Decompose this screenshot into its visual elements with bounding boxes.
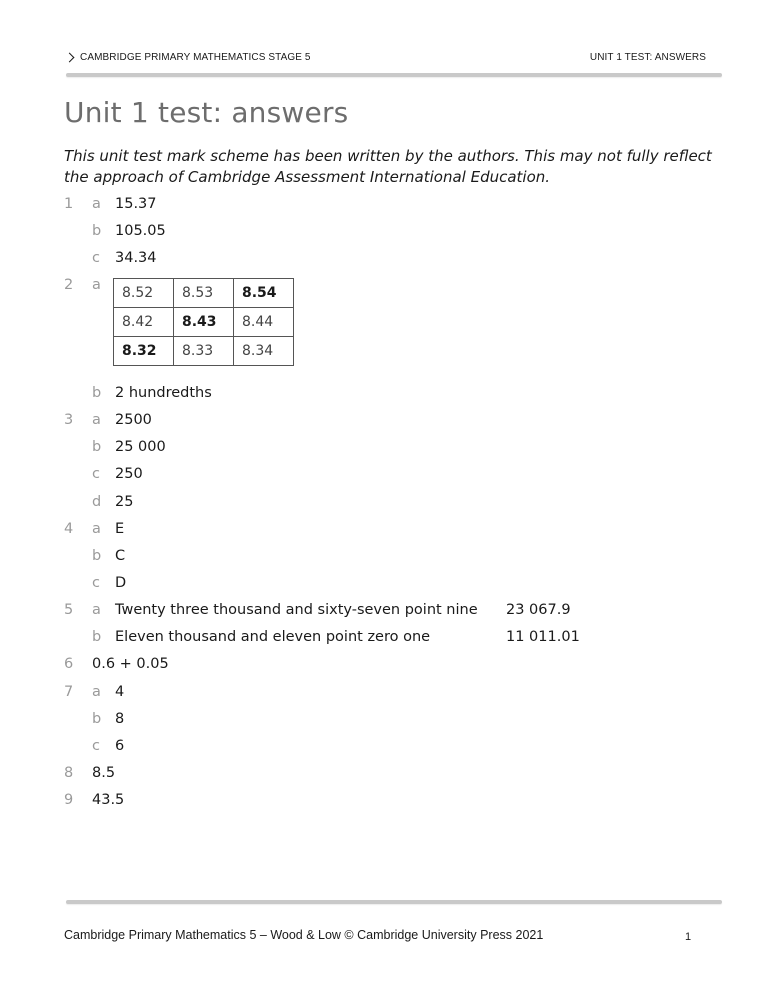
footer-divider [66,900,722,904]
answer-value: 25 [115,494,134,510]
answer-value: 6 [115,738,125,754]
grid-row [114,337,294,366]
grid-cell: 8.42 [114,308,174,337]
part-letter: a [92,602,101,618]
answer-number: 11 011.01 [506,629,580,645]
footer-copyright: Cambridge Primary Mathematics 5 – Wood & Low © Cambridge University Press 2021 [64,928,544,942]
question-number: 2 [64,277,74,293]
grid-cell: 8.53 [174,279,234,308]
answer-words: Eleven thousand and eleven point zero one [115,629,431,645]
question-number: 7 [64,684,74,700]
grid-row [114,308,294,337]
part-letter: a [92,277,101,293]
grid-cell-highlighted: 8.32 [114,337,174,366]
answer-value: 0.6 + 0.05 [92,656,169,672]
question-number: 5 [64,602,74,618]
grid-cell: 8.33 [174,337,234,366]
part-letter: b [92,439,102,455]
part-letter: a [92,684,101,700]
grid-cell: 8.52 [114,279,174,308]
part-letter: d [92,494,102,510]
answer-value: 2500 [115,412,152,428]
part-letter: a [92,412,101,428]
answer-value: 4 [115,684,125,700]
header-book-title: CAMBRIDGE PRIMARY MATHEMATICS STAGE 5 [80,52,311,63]
answer-value: 25 000 [115,439,166,455]
answer-value: 250 [115,466,143,482]
answer-value: 2 hundredths [115,385,212,401]
header-divider [66,73,722,77]
grid-cell: 8.44 [234,308,294,337]
answer-value: 8 [115,711,125,727]
question-number: 4 [64,521,74,537]
part-letter: c [92,466,100,482]
question-number: 6 [64,656,74,672]
part-letter: b [92,385,102,401]
question-number: 1 [64,196,74,212]
part-letter: b [92,548,102,564]
part-letter: b [92,223,102,239]
part-letter: c [92,575,100,591]
question-number: 8 [64,765,74,781]
part-letter: b [92,629,102,645]
answer-grid [113,278,294,366]
answer-value: 15.37 [115,196,157,212]
grid-row [114,279,294,308]
header-section-title: UNIT 1 TEST: ANSWERS [589,52,706,63]
chevron-right-icon [65,53,75,63]
answer-value: 105.05 [115,223,166,239]
answer-value: 43.5 [92,792,125,808]
answer-value: D [115,575,127,591]
answer-value: E [115,521,125,537]
grid-cell-highlighted: 8.54 [234,279,294,308]
answer-value: 34.34 [115,250,157,266]
part-letter: c [92,250,100,266]
part-letter: a [92,521,101,537]
header-left [64,52,311,63]
page-number: 1 [685,931,692,943]
intro-text: This unit test mark scheme has been written by the authors. This may not fully reflect the approach of Cambridge Assessment International Education. [64,147,712,186]
answer-value: 8.5 [92,765,116,781]
page-header [64,52,706,68]
grid-cell-highlighted: 8.43 [174,308,234,337]
grid-cell: 8.34 [234,337,294,366]
answer-value: C [115,548,126,564]
answer-words: Twenty three thousand and sixty-seven point nine [115,602,478,618]
part-letter: a [92,196,101,212]
question-number: 9 [64,792,74,808]
answer-number: 23 067.9 [506,602,571,618]
page-title: Unit 1 test: answers [64,96,349,129]
part-letter: c [92,738,100,754]
part-letter: b [92,711,102,727]
question-number: 3 [64,412,74,428]
